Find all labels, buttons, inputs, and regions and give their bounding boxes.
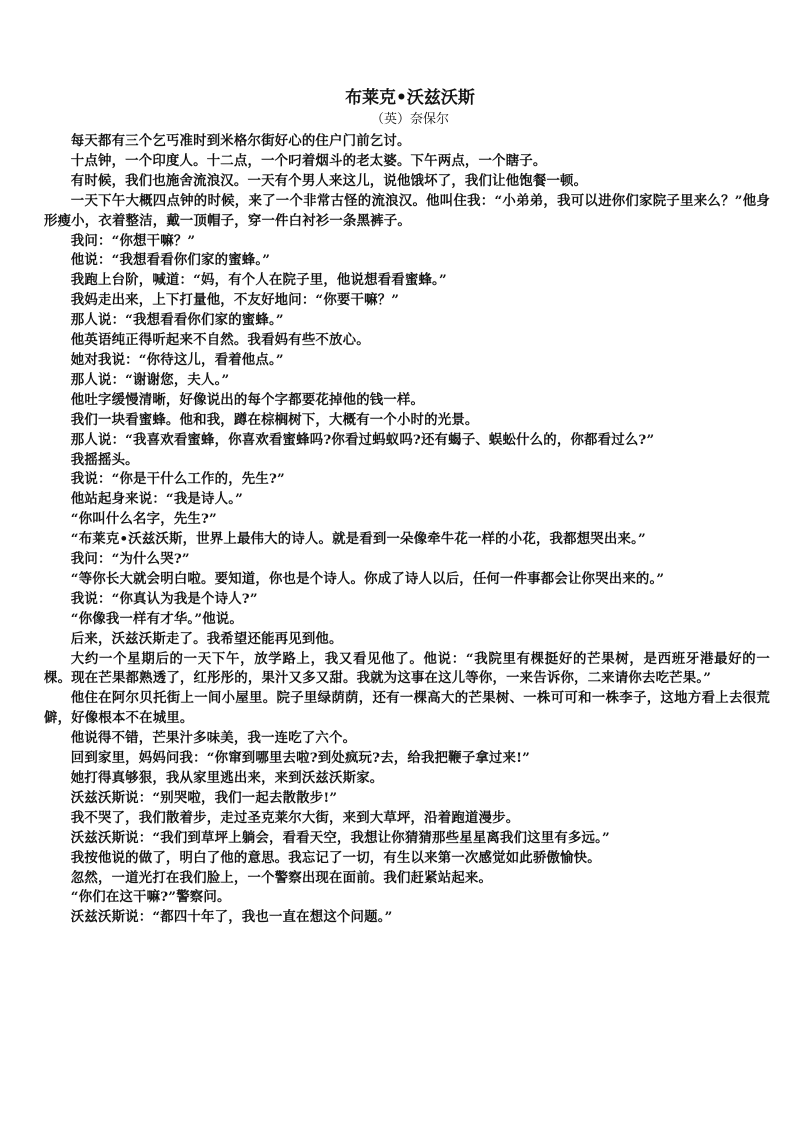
body-paragraph: 后来，沃兹沃斯走了。我希望还能再见到他。 [70, 630, 343, 647]
body-paragraph: 大约一个星期后的一天下午，放学路上，我又看见他了。他说：“我院里有棵挺好的芒果树，是西班牙港最好的一棵。现在芒果都熟透了，红彤彤的，果汁又多又甜。我就为这事在这儿等你，一来告诉你，二来请你去吃芒果。” [44, 650, 770, 687]
body-paragraph: 我问：“你想干嘛？” [70, 232, 196, 249]
body-paragraph: “等你长大就会明白啦。要知道，你也是个诗人。你成了诗人以后，任何一件事都会让你哭出来的。” [70, 570, 665, 587]
body-paragraph: 我跑上台阶，喊道：“妈，有个人在院子里，他说想看看蜜蜂。” [70, 272, 447, 289]
body-paragraph: 他站起身来说：“我是诗人。” [70, 491, 243, 508]
body-paragraph: 他英语纯正得听起来不自然。我看妈有些不放心。 [70, 332, 370, 349]
body-paragraph: 一天下午大概四点钟的时候，来了一个非常古怪的流浪汉。他叫住我：“小弟弟，我可以进你们家院子里来么？”他身形瘦小，衣着整洁，戴一顶帽子，穿一件白衬衫一条黑裤子。 [44, 192, 770, 229]
body-paragraph: 她打得真够狠，我从家里逃出来，来到沃兹沃斯家。 [70, 770, 384, 786]
body-paragraph: 忽然，一道光打在我们脸上，一个警察出现在面前。我们赶紧站起来。 [70, 869, 493, 886]
body-paragraph: “你像我一样有才华。”他说。 [70, 610, 243, 627]
body-paragraph: 我摇摇头。 [70, 451, 139, 468]
body-paragraph: 十点钟，一个印度人。十二点，一个叼着烟斗的老太婆。下午两点，一个瞎子。 [70, 152, 547, 169]
body-paragraph: 我妈走出来，上下打量他，不友好地问：“你要干嘛？” [70, 292, 400, 309]
body-paragraph: “你叫什么名字，先生?” [70, 511, 217, 528]
document-author: （英）奈保尔 [370, 112, 449, 127]
body-paragraph: 他住在阿尔贝托街上一间小屋里。院子里绿荫荫，还有一棵高大的芒果树、一株可可和一株李子，这地方看上去很荒僻，好像根本不在城里。 [44, 690, 770, 727]
body-paragraph: 回到家里，妈妈问我：“你窜到哪里去啦?到处疯玩?去，给我把鞭子拿过来!” [70, 750, 531, 767]
document-body [44, 132, 770, 928]
body-paragraph: 我说：“你是干什么工作的，先生?” [70, 471, 285, 488]
body-paragraph: 那人说：“谢谢您，夫人。” [70, 371, 230, 388]
body-paragraph: 沃兹沃斯说：“我们到草坪上躺会，看看天空，我想让你猜猜那些星星离我们这里有多远。” [70, 829, 610, 846]
body-paragraph: 我说：“你真认为我是个诗人?” [70, 590, 258, 607]
body-paragraph: 有时候，我们也施舍流浪汉。一天有个男人来这儿，说他饿坏了，我们让他饱餐一顿。 [70, 172, 588, 189]
document-title: 布莱克•沃兹沃斯 [345, 88, 475, 108]
body-paragraph: 沃兹沃斯说：“别哭啦，我们一起去散散步!” [70, 789, 338, 806]
body-paragraph: 他说得不错，芒果汁多味美，我一连吃了六个。 [70, 730, 357, 747]
body-paragraph: “布莱克•沃兹沃斯，世界上最伟大的诗人。就是看到一朵像牵牛花一样的小花，我都想哭出来。” [70, 531, 646, 548]
body-paragraph: “你们在这干嘛?”警察问。 [70, 889, 231, 906]
body-paragraph: 那人说：“我喜欢看蜜蜂，你喜欢看蜜蜂吗?你看过蚂蚁吗?还有蝎子、蜈蚣什么的，你都看过么?” [70, 431, 655, 448]
body-paragraph: 他吐字缓慢清晰，好像说出的每个字都要花掉他的钱一样。 [70, 391, 425, 408]
body-paragraph: 我们一块看蜜蜂。他和我，蹲在棕榈树下，大概有一个小时的光景。 [70, 411, 479, 428]
body-paragraph: 我问：“为什么哭?” [70, 551, 190, 568]
body-paragraph: 她对我说：“你待这儿，看着他点。” [70, 351, 284, 368]
body-paragraph: 沃兹沃斯说：“都四十年了，我也一直在想这个问题。” [70, 909, 393, 926]
document-page [44, 86, 770, 928]
body-paragraph: 我不哭了，我们散着步，走过圣克莱尔大街，来到大草坪，沿着跑道漫步。 [70, 809, 520, 826]
body-paragraph: 我按他说的做了，明白了他的意思。我忘记了一切，有生以来第一次感觉如此骄傲愉快。 [70, 849, 601, 866]
body-paragraph: 每天都有三个乞丐准时到米格尔街好心的住户门前乞讨。 [70, 133, 411, 149]
body-paragraph: 他说：“我想看看你们家的蜜蜂。” [70, 252, 271, 269]
body-paragraph: 那人说：“我想看看你们家的蜜蜂。” [70, 312, 284, 329]
